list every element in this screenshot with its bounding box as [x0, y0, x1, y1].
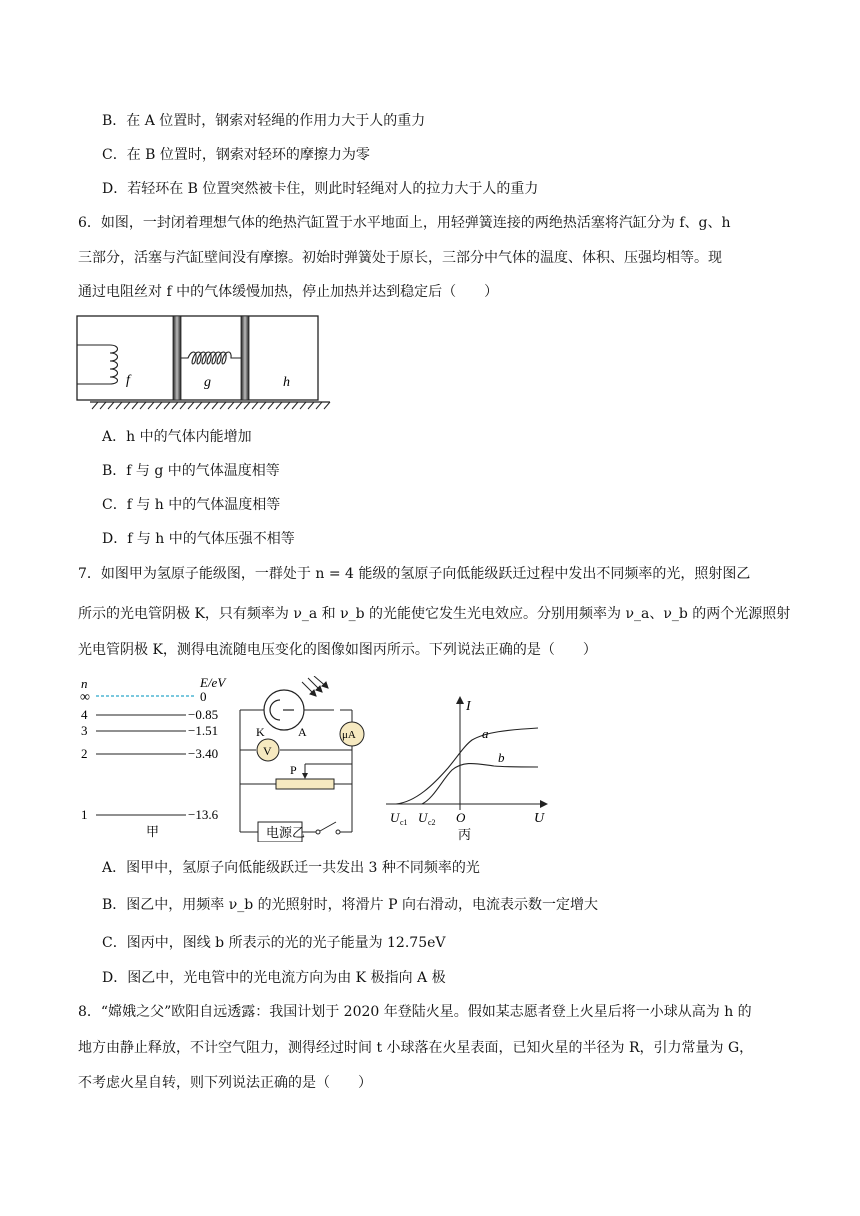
level-e-3: −1.51	[188, 723, 219, 738]
n-axis-label: n	[81, 676, 88, 691]
label-f: f	[126, 373, 130, 388]
q6-option-a: A．h 中的气体内能增加	[102, 429, 252, 445]
q6-stem-line2: 三部分，活塞与汽缸壁间没有摩擦。初始时弹簧处于原长，三部分中气体的温度、体积、压强均相等。现	[78, 250, 722, 266]
microammeter-label: μA	[342, 729, 356, 741]
q7-circuit-figure	[236, 676, 376, 842]
q8-stem-line3: 不考虑火星自转，则下列说法正确的是（ ）	[78, 1075, 372, 1091]
q6-stem-line3: 通过电阻丝对 f 中的气体缓慢加热，停止加热并达到稳定后（ ）	[78, 284, 499, 300]
q7-stem-line2: 所示的光电管阴极 K，只有频率为 ν_a 和 ν_b 的光能使它发生光电效应。分别用频率为 ν_a、ν_b 的两个光源照射	[78, 606, 791, 622]
level-e-2: −3.40	[188, 746, 219, 761]
uc1-label: U	[390, 810, 400, 825]
figure-caption-jia: 甲	[146, 824, 160, 839]
q5-option-d: D．若轻环在 B 位置突然被卡住，则此时轻绳对人的拉力大于人的重力	[102, 181, 539, 197]
slider-p-label: P	[290, 763, 297, 777]
anode-a-label: A	[298, 725, 307, 739]
q6-cylinder-figure	[70, 312, 340, 412]
q7-option-d: D．图乙中，光电管中的光电流方向为由 K 极指向 A 极	[102, 970, 446, 986]
level-n-2: 2	[81, 746, 88, 761]
q6-option-b: B．f 与 g 中的气体温度相等	[102, 463, 280, 479]
level-n-4: 4	[81, 707, 88, 722]
energy-axis-label: E/eV	[200, 675, 226, 690]
curve-b	[422, 764, 538, 805]
curve-a	[396, 728, 538, 804]
uc2-label: U	[418, 810, 428, 825]
q5-option-b: B．在 A 位置时，钢索对轻绳的作用力大于人的重力	[102, 113, 426, 129]
q6-option-d: D．f 与 h 中的气体压强不相等	[102, 531, 295, 547]
q7-option-a: A．图甲中，氢原子向低能级跃迁一共发出 3 种不同频率的光	[102, 860, 480, 876]
level-n-inf: ∞	[80, 690, 90, 705]
q5-option-c: C．在 B 位置时，钢索对轻环的摩擦力为零	[102, 147, 370, 163]
uc1-subscript: c1	[400, 818, 408, 827]
q7-stem-line1: 7．如图甲为氢原子能级图，一群处于 n = 4 能级的氢原子向低能级跃迁过程中发出不同频率的光，照射图乙	[78, 566, 751, 582]
q6-stem-line1: 6．如图，一封闭着理想气体的绝热汽缸置于水平地面上，用轻弹簧连接的两绝热活塞将汽缸分为 f、g、h	[78, 215, 731, 231]
q8-stem-line2: 地方由静止释放，不计空气阻力，测得经过时间 t 小球落在火星表面，已知火星的半径为 R，引力常量为 G，	[78, 1040, 754, 1056]
q7-option-c: C．图丙中，图线 b 所表示的光的光子能量为 12.75eV	[102, 935, 446, 951]
axis-u-label: U	[534, 811, 545, 826]
figure-caption-yi: 乙	[292, 826, 306, 841]
voltmeter-label: V	[263, 744, 272, 758]
level-n-1: 1	[81, 807, 88, 822]
level-e-1: −13.6	[188, 807, 219, 822]
q7-option-b: B．图乙中，用频率 ν_b 的光照射时，将滑片 P 向右滑动，电流表示数一定增大	[102, 897, 598, 913]
level-e-inf: 0	[200, 689, 207, 704]
figure-caption-bing: 丙	[458, 827, 472, 842]
level-e-4: −0.85	[188, 707, 219, 722]
power-source-label: 电源	[266, 825, 293, 840]
curve-a-label: a	[482, 726, 489, 741]
curve-b-label: b	[498, 750, 505, 765]
q7-stem-line3: 光电管阴极 K，测得电流随电压变化的图像如图丙所示。下列说法正确的是（ ）	[78, 642, 597, 658]
origin-label: O	[456, 810, 466, 825]
uc2-subscript: c2	[428, 818, 436, 827]
level-n-3: 3	[81, 723, 88, 738]
q7-energy-level-figure	[76, 674, 246, 842]
q7-iu-graph	[386, 694, 556, 844]
q6-option-c: C．f 与 h 中的气体温度相等	[102, 497, 281, 513]
label-h: h	[283, 375, 290, 390]
axis-i-label: I	[466, 699, 471, 714]
label-g: g	[204, 375, 211, 390]
cathode-k-label: K	[256, 725, 265, 739]
q8-stem-line1: 8．“嫦娥之父”欧阳自远透露：我国计划于 2020 年登陆火星。假如某志愿者登上火星后将一小球从高为 h 的	[78, 1004, 752, 1020]
